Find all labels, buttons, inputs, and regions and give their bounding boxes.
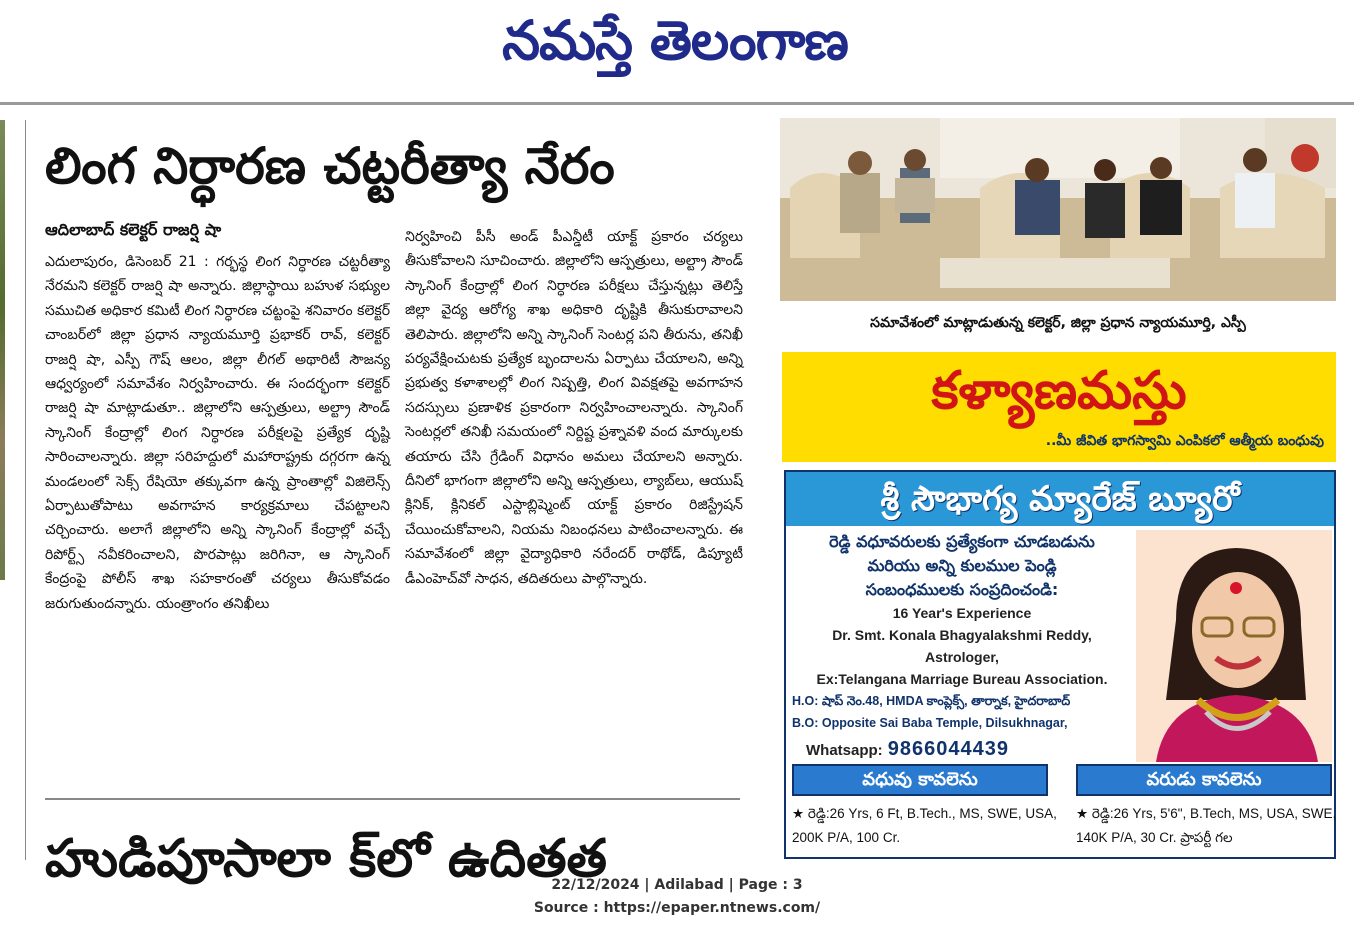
next-article-headline: హుడిపూసాలా క్‌లో ఉదితత xyxy=(45,829,607,889)
adjacent-photo-edge xyxy=(0,120,5,580)
column-divider xyxy=(25,120,26,860)
groom-wanted-box xyxy=(1076,764,1332,796)
whatsapp-number: 9866044439 xyxy=(887,738,1009,760)
meeting-photo xyxy=(780,118,1336,301)
marriage-bureau-ad xyxy=(784,470,1336,859)
footer-date-edition: 22/12/2024 | Adilabad | Page : 3 xyxy=(551,877,803,893)
whatsapp-label: Whatsapp: xyxy=(806,742,883,759)
photo-caption: సమావేశంలో మాట్లాడుతున్న కలెక్టర్, జిల్లా ప్రధాన న్యాయమూర్తి, ఎస్పీ xyxy=(870,315,1246,331)
bureau-title: శ్రీ సౌభాగ్య మ్యారేజ్ బ్యూరో xyxy=(880,479,1240,519)
bride-listing: ★ రెడ్డి:26 Yrs, 6 Ft, B.Tech., MS, SWE, USA, 200K P/A, 100 Cr. xyxy=(792,806,1057,845)
article-divider xyxy=(45,798,740,800)
bureau-owner-name: Dr. Smt. Konala Bhagyalakshmi Reddy, xyxy=(832,627,1092,643)
bride-wanted-box xyxy=(792,764,1048,796)
bureau-header xyxy=(786,472,1334,526)
groom-wanted-label: వరుడు కావలెను xyxy=(1146,769,1262,790)
bureau-line: మరియు అన్ని కులముల పెండ్లి xyxy=(867,556,1057,575)
bureau-head-office: H.O: షాప్ నెం.48, HMDA కాంప్లెక్స్, తార్నాక, హైదరాబాద్ xyxy=(792,694,1071,708)
bureau-whatsapp xyxy=(806,738,1136,764)
astrologer-portrait xyxy=(1136,530,1332,762)
footer-source-link[interactable]: Source : https://epaper.ntnews.com/ xyxy=(533,900,821,916)
kalyanamastu-tagline: ..మీ జీవిత భాగస్వామి ఎంపికలో ఆత్మీయ బంధువు xyxy=(1045,433,1324,449)
bureau-experience: 16 Year's Experience xyxy=(892,605,1032,621)
kalyanamastu-title: కళ్యాణమస్తు xyxy=(931,361,1187,421)
article-byline: ఆదిలాబాద్ కలెక్టర్ రాజర్షి షా xyxy=(45,220,222,239)
page-footer xyxy=(0,874,1354,920)
masthead-divider xyxy=(0,102,1354,105)
article-paragraph: నిర్వహించి పీసీ అండ్ పీఎన్డీటీ యాక్ట్ ప్రకారం చర్యలు తీసుకోవాలని సూచించారు. జిల్లాలోని ఆస్పత్రులు, అల్ట్రా సౌండ్ స్కానింగ్ కేంద్రాల్లో లింగ నిర్ధారణ పరీక్షలు చేస్తున్నట్లు తెలిస్తే జిల్లా వైద్య ఆరోగ్య శాఖ అధికారి దృష్టికి తీసుకురావాలని తెలిపారు. జిల్లాలోని అన్ని స్కానింగ్ సెంటర్ల పని తీరును, తనిఖీ పర్యవేక్షించుటకు ప్రత్యేక బృందాలను ఏర్పాటు చేయాలని, అన్ని ప్రభుత్వ కళాశాలల్లో లింగ నిష్పత్తి, లింగ వివక్షతపై అవగాహన సదస్సులు ప్రణాళిక ప్రకారంగా నిర్వహించాలన్నారు. స్కానింగ్ సెంటర్లలో తనిఖీ సమయంలో నిర్దిష్ట ప్రశ్నావళి వంద మార్కులకు తయారు చేసి గ్రేడింగ్ విధానం అమలు చేయాలని అన్నారు. దీనిలో భాగంగా జిల్లాలోని అన్ని ఆస్పత్రులు, ల్యాబ్‌లు, ఆయుష్ క్లినిక్, క్లినికల్ ఎస్టాబ్లిష్మెంట్ యాక్ట్ ప్రకారం రిజిస్ట్రేషన్ చేయించుకోవాలని, నియమ నిబంధనలు పాటించాలన్నారు. ఈ సమావేశంలో జిల్లా వైద్యాధికారి నరేందర్ రాథోడ్, డిప్యూటీ డీఎంహెచ్‌వో సాధన, తదితరులు పాల్గొన్నారు. xyxy=(405,229,743,587)
groom-listing: ★ రెడ్డి:26 Yrs, 5'6", B.Tech, MS, USA, SWE, 140K P/A, 30 Cr. ప్రాపర్టీ గల xyxy=(1076,806,1337,845)
bureau-details xyxy=(792,530,1132,734)
newspaper-title: నమస్తే తెలంగాణ xyxy=(502,9,848,72)
article-column-1 xyxy=(45,250,390,775)
portrait-illustration xyxy=(1136,530,1332,762)
bride-wanted-label: వధువు కావలెను xyxy=(862,769,978,790)
kalyanamastu-ad xyxy=(782,352,1336,462)
meeting-photo-illustration xyxy=(780,118,1336,301)
bureau-role: Astrologer, xyxy=(925,649,999,665)
bureau-branch-office: B.O: Opposite Sai Baba Temple, Dilsukhnagar, xyxy=(792,716,1068,730)
article-column-2 xyxy=(405,225,743,775)
bureau-line: రెడ్డి వధూవరులకు ప్రత్యేకంగా చూడబడును xyxy=(829,532,1095,551)
article-headline: లింగ నిర్ధారణ చట్టరీత్యా నేరం xyxy=(45,137,615,195)
bureau-line: సంబంధములకు సంప్రదించండి: xyxy=(865,580,1059,599)
article-paragraph: ఎదులాపురం, డిసెంబర్ 21 : గర్భస్థ లింగ నిర్ధారణ చట్టరీత్యా నేరమని కలెక్టర్ రాజర్షి షా అన్నారు. జిల్లాస్థాయి బహుళ సభ్యుల సముచిత అధికార కమిటీ లింగ నిర్ధారణ చట్టంపై శనివారం కలెక్టర్ చాంబర్‌లో జిల్లా ప్రధాన న్యాయమూర్తి ప్రభాకర్ రావ్, కలెక్టర్ రాజర్షి షా, ఎస్పీ గౌష్ ఆలం, జిల్లా లీగల్ అథారిటీ సౌజన్య ఆధ్వర్యంలో సమావేశం నిర్వహించారు. ఈ సందర్భంగా కలెక్టర్ రాజర్షి షా మాట్లాడుతూ.. జిల్లాలోని ఆస్పత్రులు, అల్ట్రా సౌండ్ స్కానింగ్ కేంద్రాల్లో లింగ నిర్ధారణ పరీక్షలపై ప్రత్యేక దృష్టి సారించాలన్నారు. జిల్లా సరిహద్దులో మహారాష్ట్రకు దగ్గరగా ఉన్న మండలంలో సెక్స్ రేషియో తక్కువగా ఉన్న ప్రాంతాల్లో విజిలెన్స్ ఏర్పాటుతోపాటు అవగాహన కార్యక్రమాలు చేపట్టాలని చర్చించారు. అలాగే జిల్లాలోని అన్ని స్కానింగ్ కేంద్రాల్లో వచ్చే రిపోర్ట్స్ నవీకరించాలని, పొరపాట్లు జరిగినా, ఆ స్కానింగ్ కేంద్రంపై పోలీస్ శాఖ సహకారంతో చర్యలు తీసుకోవడం జరుగుతుందన్నారు. యంత్రాంగం తనిఖీలు xyxy=(45,254,390,612)
bureau-association: Ex:Telangana Marriage Bureau Association. xyxy=(816,671,1108,687)
masthead xyxy=(0,0,1354,100)
